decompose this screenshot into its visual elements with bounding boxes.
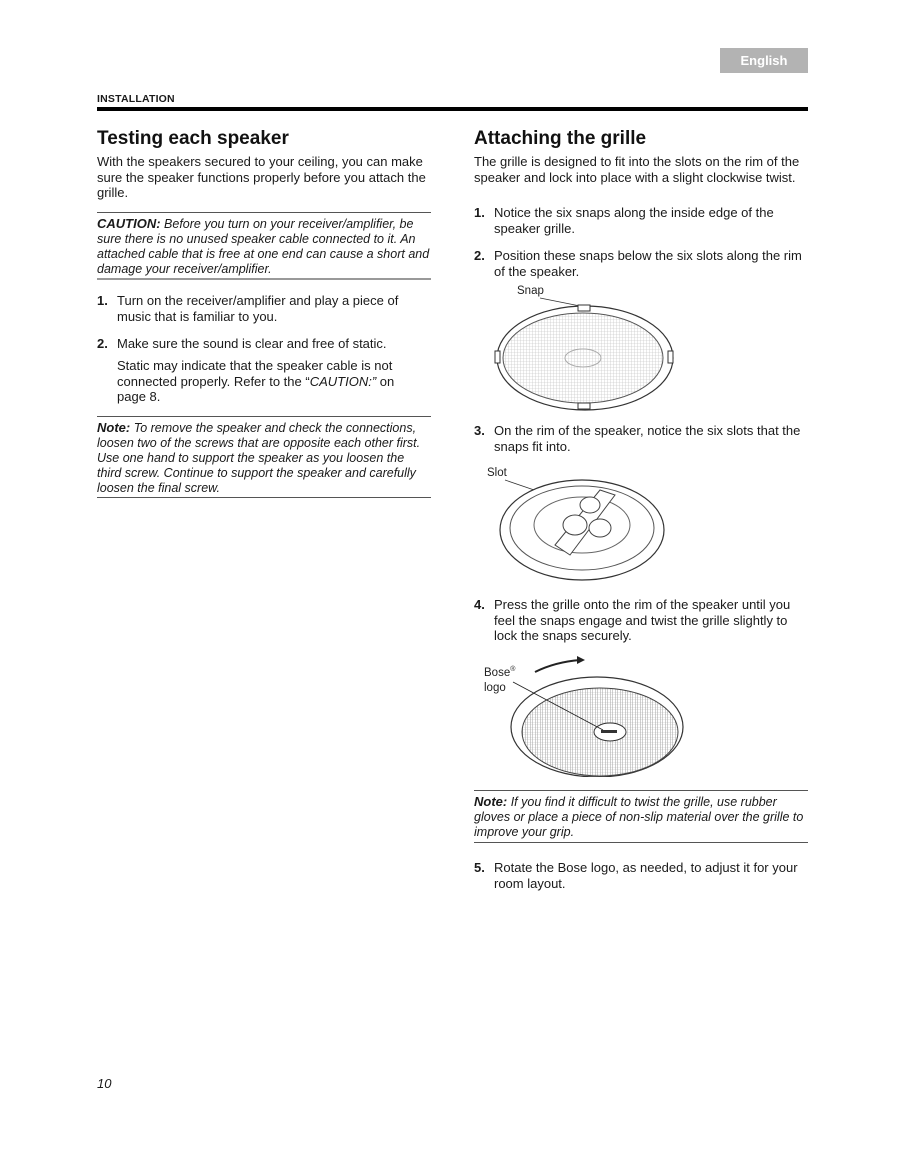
divider xyxy=(474,842,808,843)
list-item: 3. On the rim of the speaker, notice the six slots that the snaps fit into. xyxy=(474,423,801,454)
speaker-slot-illustration xyxy=(495,470,675,585)
language-tab-english[interactable]: English xyxy=(720,48,808,73)
divider xyxy=(97,416,431,417)
list-item: 2. Position these snaps below the six slots along the rim of the speaker. xyxy=(474,248,802,279)
list-item: 5. Rotate the Bose logo, as needed, to adjust it for your room layout. xyxy=(474,860,798,891)
snap-label: Snap xyxy=(517,285,544,297)
static-explanation: Static may indicate that the speaker cable is not connected properly. Refer to the “CAUTION:” on page 8. xyxy=(117,358,395,404)
testing-intro: With the speakers secured to your ceiling, you can make sure the speaker functions properly before you attach the grille. xyxy=(97,154,426,200)
divider xyxy=(97,212,431,213)
grille-snap-illustration xyxy=(490,295,680,415)
note-label: Note: xyxy=(474,794,508,809)
caution-text: Before you turn on your receiver/amplifier, be sure there is no unused speaker cable connected to it. An attached cable that is free at one end can cause a short and damage your receiver/amplifier. xyxy=(97,217,430,276)
list-item xyxy=(97,293,431,324)
caution-label: CAUTION: xyxy=(97,216,161,231)
divider xyxy=(97,497,431,498)
bose-logo-label: Bose® logo xyxy=(484,666,516,694)
list-item: 1. Notice the six snaps along the inside edge of the speaker grille. xyxy=(474,205,774,236)
caution-box xyxy=(97,216,431,277)
caution-reference[interactable]: CAUTION:” xyxy=(309,373,377,389)
step-text: Turn on the receiver/amplifier and play a piece of music that is familiar to you. xyxy=(117,293,399,324)
step-number: 1. xyxy=(97,293,108,308)
note-box xyxy=(97,420,431,496)
attaching-intro: The grille is designed to fit into the slots on the rim of the speaker and lock into place with a slight clockwise twist. xyxy=(474,154,800,185)
page-number: 10 xyxy=(97,1076,112,1091)
grille-logo-illustration xyxy=(505,652,685,777)
step-number: 2. xyxy=(97,336,108,351)
note-box xyxy=(474,794,808,840)
divider xyxy=(474,790,808,791)
section-header: INSTALLATION xyxy=(97,93,175,105)
note-text: If you find it difficult to twist the grille, use rubber gloves or place a piece of non-slip material over the grille to improve your grip. xyxy=(474,795,804,839)
slot-label: Slot xyxy=(487,467,507,479)
divider xyxy=(97,278,431,280)
step-text: Make sure the sound is clear and free of static. xyxy=(117,336,387,351)
list-item: 4. Press the grille onto the rim of the speaker until you feel the snaps engage and twist the grille slightly to lock the snaps securely. xyxy=(474,597,791,643)
note-label: Note: xyxy=(97,420,131,435)
section-divider xyxy=(97,107,808,111)
note-text: To remove the speaker and check the connections, loosen two of the screws that are opposite each other first. Use one hand to support the speaker as you loosen the third screw. Continue to support the speaker and carefully loosen the final screw. xyxy=(97,421,421,495)
heading-testing: Testing each speaker xyxy=(97,128,289,149)
list-item xyxy=(97,336,431,352)
heading-attaching: Attaching the grille xyxy=(474,128,647,149)
